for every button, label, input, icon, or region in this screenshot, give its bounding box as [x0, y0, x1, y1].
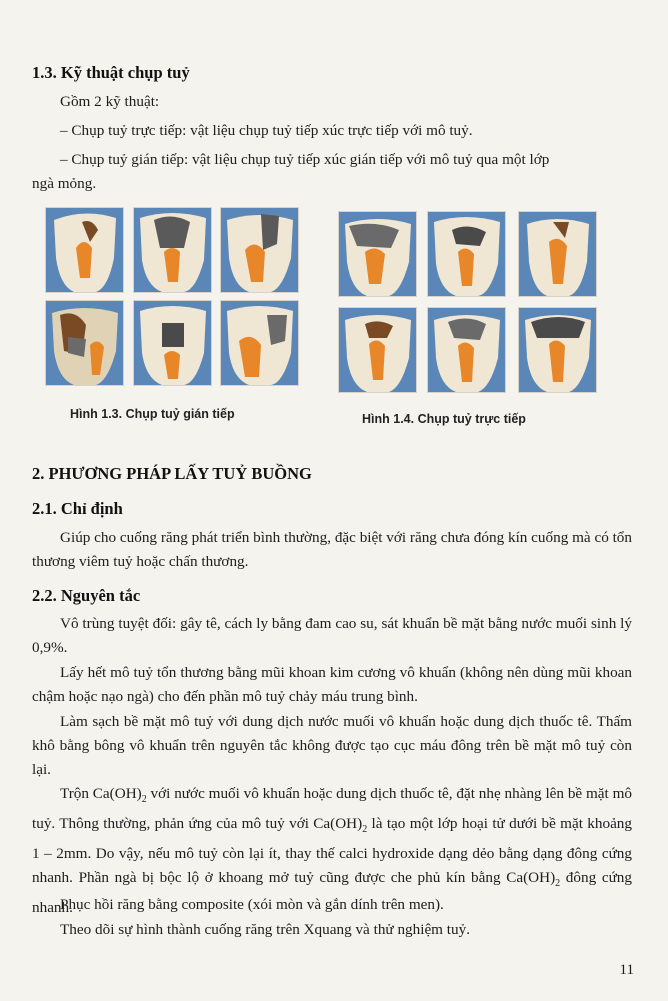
page-number: 11 [619, 962, 634, 978]
tooth-photo [338, 211, 417, 297]
section-1-3-intro: Gồm 2 kỹ thuật: [60, 93, 160, 110]
tooth-photo [427, 307, 506, 393]
subscript-2: 2 [141, 794, 147, 806]
subscript-2: 2 [555, 878, 561, 890]
tooth-photo [133, 207, 212, 293]
section-1-3-item-1: – Chụp tuỷ trực tiếp: vật liệu chụp tuỷ tiếp xúc trực tiếp với mô tuỷ. [60, 122, 473, 139]
figure-1-4-caption: Hình 1.4. Chụp tuỷ trực tiếp [362, 412, 526, 426]
figure-1-3-caption: Hình 1.3. Chụp tuỷ gián tiếp [70, 407, 235, 421]
tooth-photo [427, 211, 506, 297]
tooth-photo [133, 300, 212, 386]
section-2-2-paragraph-2: Lấy hết mô tuỷ tổn thương bằng mũi khoan kim cương vô khuẩn (không nên dùng mũi khoan chậm hoặc nạo ngà) cho đến phần mô tuỷ chảy máu trung bình. [32, 664, 632, 705]
tooth-photo [518, 211, 597, 297]
tooth-photo [220, 300, 299, 386]
para-4-part-d: đông cứng nhanh. [32, 869, 632, 917]
section-1-3-heading: 1.3. Kỹ thuật chụp tuỷ [32, 63, 190, 82]
para-4-part-a: Trộn Ca(OH) [60, 785, 142, 802]
section-2-2-paragraph-5: Phục hồi răng bằng composite (xói mòn và gắn dính trên men). [60, 896, 444, 913]
section-2-2-paragraph-1: Vô trùng tuyệt đối: gây tê, cách ly bằng đam cao su, sát khuẩn bề mặt bằng nước muối sinh lý 0,9%. [32, 615, 632, 656]
tooth-photo [338, 307, 417, 393]
section-2-2-paragraph-6: Theo dõi sự hình thành cuống răng trên Xquang và thử nghiệm tuỷ. [60, 921, 470, 938]
para-4-part-b: với nước muối vô khuẩn hoặc dung dịch thuốc tê, đặt nhẹ nhàng lên bề mặt mô tuỷ. Thông thường, phản ứng của mô tuỷ với Ca(OH) [32, 785, 632, 833]
section-2-2-heading: 2.2. Nguyên tắc [32, 586, 141, 605]
section-2-1-heading: 2.1. Chỉ định [32, 499, 123, 518]
tooth-photo [220, 207, 299, 293]
tooth-photo [518, 307, 597, 393]
para-4-part-c: là tạo một lớp hoại tử dưới bề mặt khoảng 1 – 2mm. Do vậy, nếu mô tuỷ còn lại ít, thay thế calci hydroxide dạng dẻo bằng dạng đông cứng nhanh. Phần ngà bị bộc lộ ở khoang mở tuỷ cũng được che phủ kín bằng Ca(OH) [32, 815, 632, 887]
section-1-3-item-2-line-1: – Chụp tuỷ gián tiếp: vật liệu chụp tuỷ tiếp xúc gián tiếp với mô tuỷ qua một lớp [60, 151, 550, 168]
tooth-photo [45, 300, 124, 386]
section-1-3-item-2-line-2: ngà mỏng. [32, 175, 97, 192]
section-2-heading: 2. PHƯƠNG PHÁP LẤY TUỶ BUỒNG [32, 464, 312, 483]
subscript-2: 2 [362, 824, 368, 836]
section-2-2-paragraph-3: Làm sạch bề mặt mô tuỷ với dung dịch nước muối vô khuẩn hoặc dung dịch thuốc tê. Thấm khô bằng bông vô khuẩn trên nguyên tắc không được tạo cục máu đông trên bề mặt mô tuỷ còn lại. [32, 713, 632, 778]
section-2-1-paragraph: Giúp cho cuống răng phát triển bình thường, đặc biệt với răng chưa đóng kín cuống mà có tổn thương viêm tuỷ hoặc chấn thương. [32, 529, 632, 570]
tooth-photo [45, 207, 124, 293]
